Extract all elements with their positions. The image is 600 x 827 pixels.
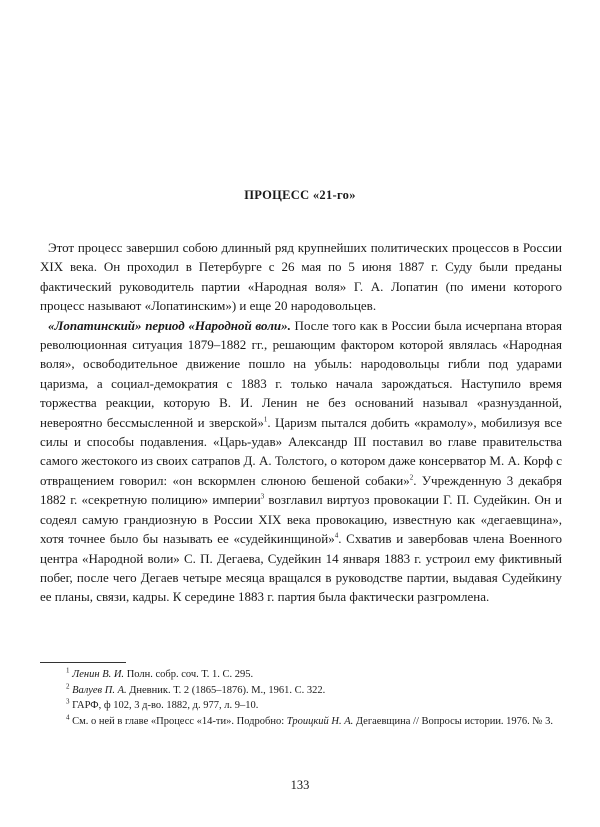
footnote-1 — [40, 667, 562, 683]
footnote-author: Троицкий Н. А. — [286, 715, 354, 727]
chapter-title: ПРОЦЕСС «21-го» — [244, 188, 356, 202]
paragraph-text-part3: . Учрежденную 3 декабря 1882 г. «секретную полицию» империи — [40, 472, 563, 508]
page-number: 133 — [290, 778, 310, 792]
footnote-mark: 2 — [66, 682, 70, 691]
footnote-2 — [40, 683, 562, 699]
footnote-text: ГАРФ, ф 102, 3 д-во. 1882, д. 977, л. 9–10. — [72, 700, 259, 712]
footnote-ref-1: 1 — [263, 415, 268, 424]
footnote-author: Ленин В. И. — [72, 669, 125, 680]
footnote-text-continued: Дегаевщина // Вопросы истории. 1976. № 3. — [353, 715, 553, 727]
paragraph-lopatin-period — [40, 316, 562, 607]
footnotes — [40, 667, 562, 729]
footnote-3 — [40, 698, 562, 714]
footnote-mark: 1 — [66, 666, 70, 675]
footnote-text: Полн. собр. соч. Т. 1. С. 295. — [124, 669, 254, 680]
footnote-text: Дневник. Т. 2 (1865–1876). М., 1961. С. 322. — [126, 684, 326, 696]
footnote-mark: 3 — [66, 697, 70, 706]
footnote-4 — [40, 714, 562, 730]
paragraph-text-part4: возглавил виртуоз провокации Г. П. Судейкин. Он и содеял самую грандиозную в России XIX века провокацию, известную как «дегаевщина», хотя точнее было бы называть ее «судейкинщиной» — [40, 492, 562, 547]
footnote-ref-3: 3 — [260, 492, 265, 501]
paragraph-intro: Этот процесс завершил собою длинный ряд крупнейших политических процессов в России XIX века. Он проходил в Петербурге с 26 мая по 5 июня 1887 г. Суду были преданы фактический руководитель партии «Народная воля» Г. А. Лопатин (по имени которого процесс называют «Лопатинским») и еще 20 народовольцев. — [40, 240, 562, 314]
paragraph-text-part2: . Царизм пытался добить «крамолу», мобилизуя все силы и способы подавления. «Царь-удав» Александр III поставил во главе правительства самого жестокого из своих сатрапов Д. А. Толстого, о котором даже консерватор М. А. Корф с отвращением говорил: «он вскормлен слюною бешеной собаки» — [40, 414, 562, 488]
body-text — [40, 238, 562, 607]
footnote-ref-4: 4 — [334, 531, 339, 540]
footnote-mark: 4 — [66, 713, 70, 722]
footnote-ref-2: 2 — [409, 473, 414, 482]
paragraph-text-part1: После того как в России была исчерпана вторая революционная ситуация 1879–1882 гг., решающим фактором которой являлась «Народная воля», освободительное движение пошло на убыль: народовольцы гибли под ударами царизма, а социал-демократия с 1883 г. только начала зарождаться. Наступило время торжества реакции, которую В. И. Ленин не без оснований называл «разнузданной, невероятно бессмысленной и зверской» — [40, 317, 562, 430]
footnote-text: См. о ней в главе «Процесс «14-ти». Подробно: — [72, 715, 287, 727]
section-lead-heading: «Лопатинский» период «Народной воли». — [48, 317, 291, 333]
footnote-author: Валуев П. А. — [72, 684, 127, 696]
footnote-divider — [40, 662, 126, 663]
paragraph-text-part5: . Схватив и завербовав члена Военного центра «Народной воли» С. П. Дегаева, Судейкин 14 января 1883 г. устроил ему фиктивный побег, после чего Дегаев четыре месяца вращался в руководстве партии, выдавая Судейкину ее планы, связи, кадры. К середине 1883 г. партия была фактически разгромлена. — [40, 531, 562, 605]
